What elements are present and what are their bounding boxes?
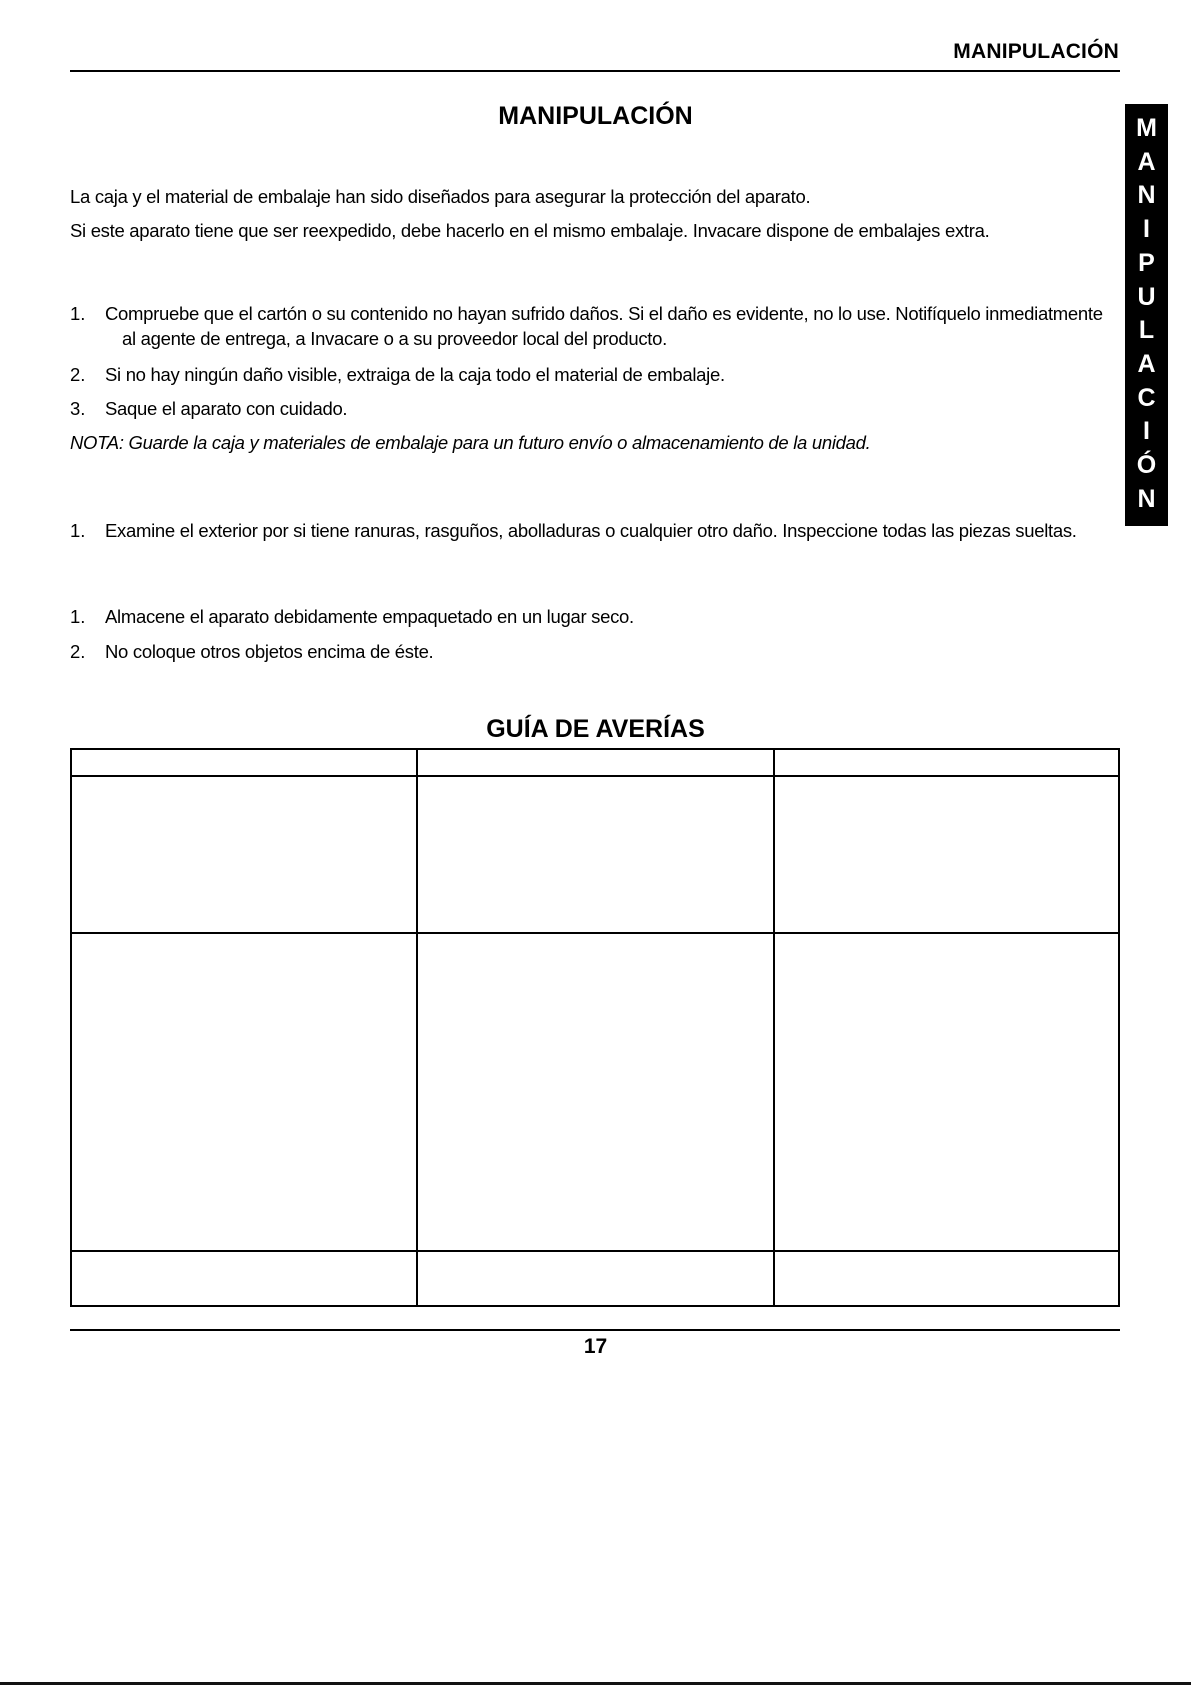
list-item: Examine el exterior por si tiene ranuras, rasguños, abolladuras o cualquier otro daño. Inspeccione todas las piezas sueltas. bbox=[105, 520, 1077, 541]
section-tab-letter: A bbox=[1137, 147, 1156, 176]
section-tab-letter: Ó bbox=[1136, 451, 1157, 480]
troubleshooting-table bbox=[70, 748, 1120, 1307]
list-item-number: 1. bbox=[70, 606, 86, 627]
list-item: Si no hay ningún daño visible, extraiga de la caja todo el material de embalaje. bbox=[105, 364, 725, 385]
section-tab-letter: I bbox=[1143, 215, 1150, 244]
section-tab-letter: M bbox=[1136, 114, 1157, 142]
list-item-number: 3. bbox=[70, 398, 86, 419]
section-tab-letter: U bbox=[1137, 282, 1156, 311]
troubleshooting-title: GUÍA DE AVERÍAS bbox=[486, 715, 705, 743]
list-item-number: 2. bbox=[70, 364, 86, 385]
list-item-continuation: al agente de entrega, a Invacare o a su proveedor local del producto. bbox=[122, 328, 667, 349]
table-row-divider bbox=[72, 1250, 1118, 1252]
running-header: MANIPULACIÓN bbox=[953, 40, 1119, 63]
footer-rule bbox=[70, 1329, 1120, 1331]
note-text: NOTA: Guarde la caja y materiales de embalaje para un futuro envío o almacenamiento de la unidad. bbox=[70, 432, 871, 453]
section-tab-letter: N bbox=[1137, 484, 1156, 513]
list-item: Saque el aparato con cuidado. bbox=[105, 398, 348, 419]
table-column-divider bbox=[416, 750, 418, 1305]
section-tab-letter: C bbox=[1137, 383, 1156, 412]
intro-paragraph: La caja y el material de embalaje han sido diseñados para asegurar la protección del aparato. bbox=[70, 186, 811, 207]
header-rule bbox=[70, 70, 1120, 72]
list-item-number: 1. bbox=[70, 303, 86, 324]
list-item-number: 2. bbox=[70, 641, 86, 662]
section-tab-letter: A bbox=[1137, 350, 1156, 379]
section-tab-letter: N bbox=[1137, 181, 1156, 210]
page-title: MANIPULACIÓN bbox=[498, 102, 693, 130]
list-item: Compruebe que el cartón o su contenido no hayan sufrido daños. Si el daño es evidente, no lo use. Notifíquelo inmediatmente bbox=[105, 303, 1103, 324]
intro-paragraph: Si este aparato tiene que ser reexpedido, debe hacerlo en el mismo embalaje. Invacare dispone de embalajes extra. bbox=[70, 220, 990, 241]
section-tab bbox=[1125, 104, 1168, 526]
page-number: 17 bbox=[583, 1335, 608, 1358]
table-row-divider bbox=[72, 932, 1118, 934]
section-tab-letter: L bbox=[1138, 316, 1155, 345]
table-row-divider bbox=[72, 775, 1118, 777]
section-tab-letter: P bbox=[1138, 248, 1155, 277]
list-item-number: 1. bbox=[70, 520, 86, 541]
section-tab-letter: I bbox=[1143, 417, 1150, 446]
table-column-divider bbox=[773, 750, 775, 1305]
list-item: Almacene el aparato debidamente empaquetado en un lugar seco. bbox=[105, 606, 634, 627]
list-item: No coloque otros objetos encima de éste. bbox=[105, 641, 434, 662]
